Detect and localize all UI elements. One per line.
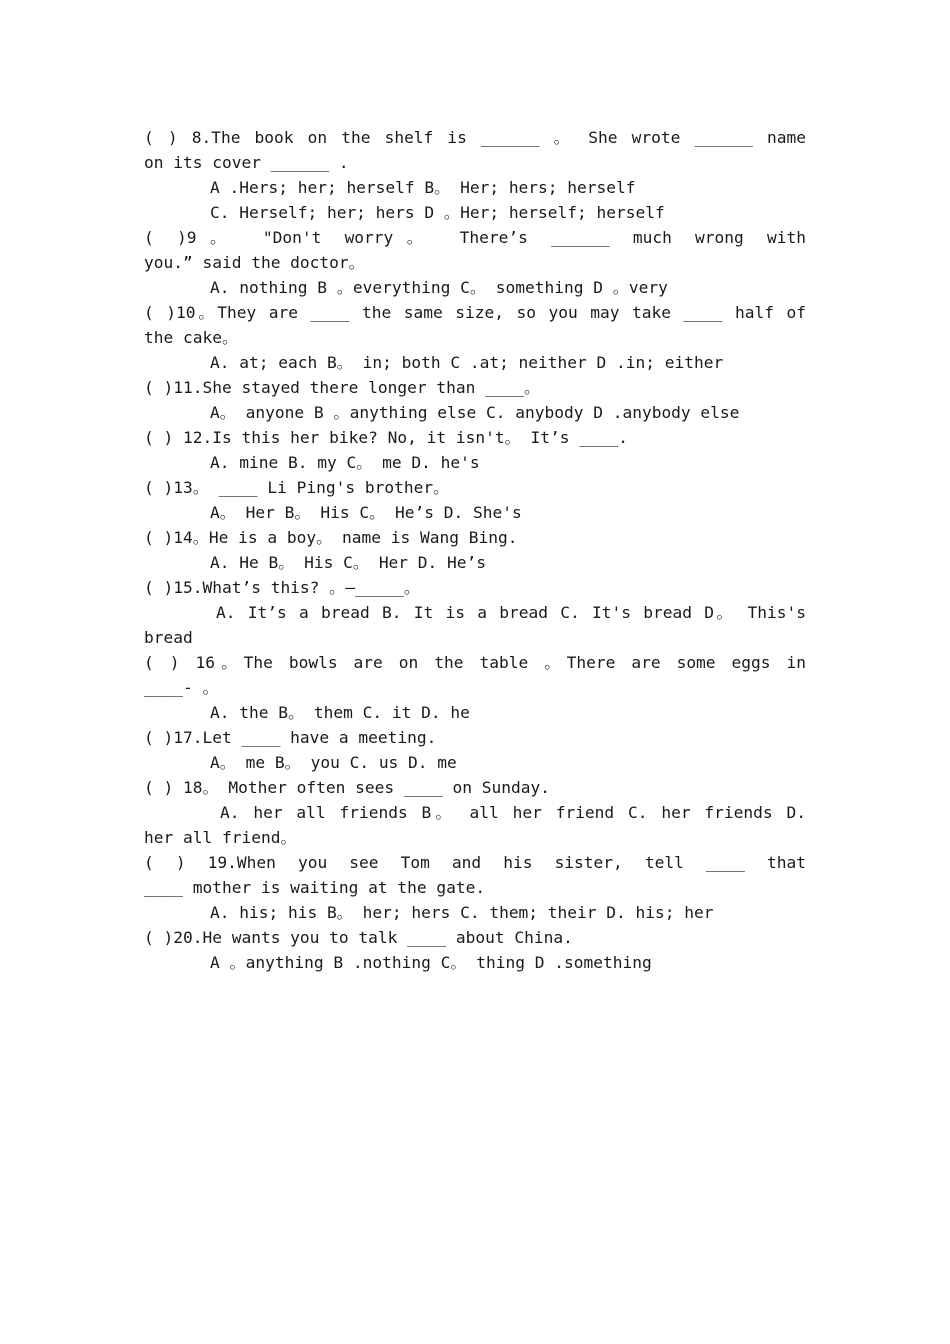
question-20-line: ( )20.He wants you to talk ____ about China.: [144, 928, 573, 947]
question-19-line: ( ) 19.When you see Tom and his sister, tell ____ that: [144, 853, 806, 872]
question-20-options: A 。anything B .nothing C。 thing D .something: [210, 953, 652, 972]
question-18-options: A. her all friends B。 all her friend C. her friends D.: [220, 803, 806, 822]
question-13-options: A。 Her B。 His C。 He’s D. She's: [210, 503, 522, 522]
question-11-line: ( )11.She stayed there longer than ____。: [144, 378, 541, 397]
question-16-options: A. the B。 them C. it D. he: [210, 703, 470, 722]
question-18-continuation: her all friend。: [144, 828, 297, 847]
question-9-continuation: you.” said the doctor。: [144, 253, 365, 272]
question-15-line: ( )15.What’s this? 。—_____。: [144, 578, 421, 597]
question-9-options: A. nothing B 。everything C。 something D 。very: [210, 278, 668, 297]
question-10-continuation: the cake。: [144, 328, 239, 347]
question-17-line: ( )17.Let ____ have a meeting.: [144, 728, 437, 747]
question-19-options: A. his; his B。 her; hers C. them; their D. his; her: [210, 903, 714, 922]
question-14-line: ( )14。He is a boy。 name is Wang Bing.: [144, 528, 518, 547]
question-10-options: A. at; each B。 in; both C .at; neither D .in; either: [210, 353, 724, 372]
question-19-continuation: ____ mother is waiting at the gate.: [144, 878, 486, 897]
question-17-options: A。 me B。 you C. us D. me: [210, 753, 457, 772]
question-8-continuation: on its cover ______ .: [144, 153, 349, 172]
question-15-continuation: bread: [144, 628, 193, 647]
question-16-line: ( ) 16。The bowls are on the table 。There are some eggs in: [144, 653, 806, 672]
question-8-options-cd: C. Herself; her; hers D 。Her; herself; herself: [210, 203, 665, 222]
question-11-options: A。 anyone B 。anything else C. anybody D .anybody else: [210, 403, 740, 422]
question-14-options: A. He B。 His C。 Her D. He’s: [210, 553, 487, 572]
question-8-line: ( ) 8.The book on the shelf is ______ 。 She wrote ______ name: [144, 128, 806, 147]
question-12-options: A. mine B. my C。 me D. he's: [210, 453, 480, 472]
question-12-line: ( ) 12.Is this her bike? No, it isn't。 It’s ____.: [144, 428, 628, 447]
question-16-continuation: ____- 。: [144, 678, 219, 697]
question-15-options: A. It’s a bread B. It is a bread C. It's bread D。 This's: [216, 603, 806, 622]
question-8-options-ab: A .Hers; her; herself B。 Her; hers; herself: [210, 178, 636, 197]
question-13-line: ( )13。 ____ Li Ping's brother。: [144, 478, 450, 497]
question-18-line: ( ) 18。 Mother often sees ____ on Sunday.: [144, 778, 551, 797]
question-10-line: ( )10。They are ____ the same size, so you may take ____ half of: [144, 303, 806, 322]
question-9-line: ( )9。 "Don't worry。 There’s ______ much wrong with: [144, 228, 806, 247]
